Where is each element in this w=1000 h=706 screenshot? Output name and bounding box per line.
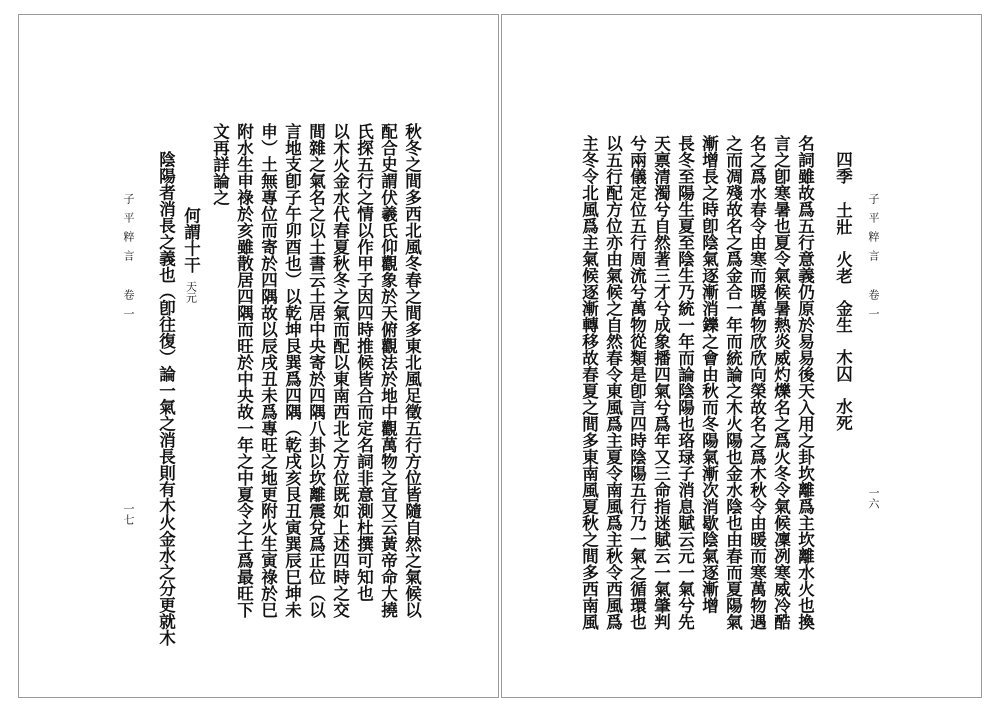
body-column: 言地支卽子午卯酉也）以乾坤艮巽爲四隅（乾戌亥艮丑寅巽辰巳坤未: [282, 123, 302, 618]
folio: 一七: [122, 503, 135, 525]
section-heading: [182, 207, 199, 303]
body-column: 申）土無專位而寄於四隅故以辰戌丑未爲專旺之地更附火生寅祿於巳: [258, 123, 278, 618]
season-state: 木囚: [833, 349, 853, 382]
season-state: 火老: [833, 251, 853, 284]
body-column: 名詞雖故爲五行意義仍原於易易後天入用之卦坎離爲主坎離水火也換: [795, 135, 815, 630]
body-column: 名之爲水春令由寒而暖萬物欣欣向榮故名之爲木秋令由暖而寒萬物遇: [747, 135, 767, 630]
body-column: 長冬至陽生夏至陰生乃統一年而論陰陽也珞琭子消息賦云元一氣兮先: [675, 135, 695, 630]
body-column: 主冬令北風爲主氣候逐漸轉移故春夏之間多東南風夏秋之間多西南風: [579, 135, 599, 630]
body-column: 文再詳論之: [210, 123, 230, 206]
seasons-heading-column: [834, 151, 851, 431]
running-title: 子平粹言: [122, 193, 135, 269]
body-column: 陰陽者消長之義也（卽往復）論一氣之消長則有木火金水之分更就木: [156, 151, 176, 646]
body-column: 以木火金水代春夏秋冬之氣而配以東南西北之方位既如上述四時之交: [330, 123, 350, 618]
right-page: [501, 14, 982, 698]
body-column: 兮兩儀定位五行周流兮萬物從類是卽言四時陰陽五行乃一氣之循環也: [627, 135, 647, 630]
body-column: 附水生申祿於亥雖散居四隅而旺於中央故一年之中夏令之土爲最旺下: [234, 123, 254, 618]
seasons-heading: 四季: [833, 151, 853, 184]
body-column: 言之卽寒暑也夏令氣候暑熱炎威灼爍名之爲火冬令氣候凜冽寒威冷酷: [771, 135, 791, 630]
season-state: 水死: [833, 398, 853, 431]
volume-label: 卷一: [867, 289, 880, 327]
volume-label: 卷一: [122, 289, 135, 327]
heading-text: 何謂十干: [181, 207, 201, 273]
body-column: 氏探五行之情以作甲子因四時推候皆合而定名詞非意測杜撰可知也: [354, 123, 374, 602]
running-title: 子平粹言: [867, 193, 880, 269]
body-column: 漸增長之時卽陰氣逐漸消鑠之會由秋而冬陽氣漸次消歇陰氣逐漸增: [699, 135, 719, 614]
running-head: [123, 193, 134, 327]
season-state: 土壯: [833, 202, 853, 235]
folio: 一六: [867, 487, 880, 509]
heading-note: 天元: [184, 281, 198, 303]
left-page: [18, 14, 499, 698]
body-column: 之而凋殘故名之爲金合一年而統論之木火陽也金水陰也由春而夏陽氣: [723, 135, 743, 630]
body-column: 天禀清濁兮自然著三才兮成象播四氣兮爲年又三命指迷賦云一氣肇判: [651, 135, 671, 630]
season-state: 金生: [833, 300, 853, 333]
body-column: 配合史謂伏羲氏仰觀象於天俯觀法於地中觀萬物之宜又云黃帝命大撓: [378, 123, 398, 618]
body-column: 秋冬之間多西北風冬春之間多東北風足徵五行方位皆隨自然之氣候以: [402, 123, 422, 618]
body-column: 以五行配方位亦由氣候之自然春令東風爲主夏令南風爲主秋令西風爲: [603, 135, 623, 630]
body-column: 間雜之氣名之以土書云土居中央寄於四隅八卦以坎離震兌爲正位（以: [306, 123, 326, 618]
running-head: [868, 193, 879, 327]
